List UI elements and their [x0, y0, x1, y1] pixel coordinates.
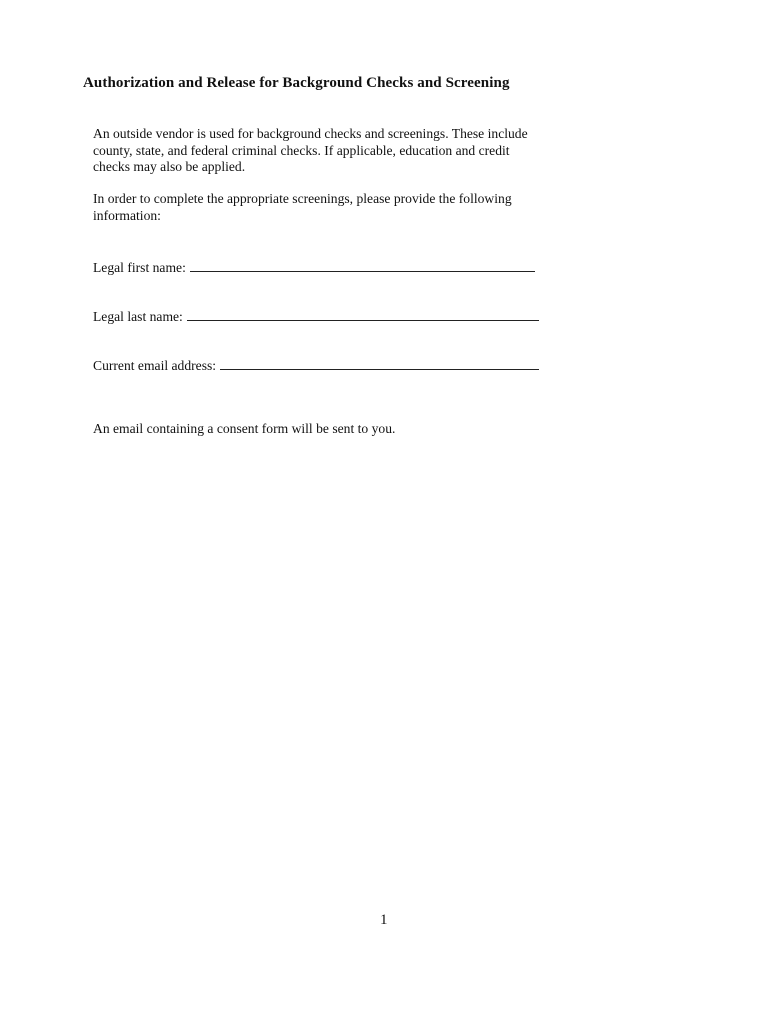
document-title: Authorization and Release for Background Checks and Screening [83, 75, 510, 91]
intro-line: An outside vendor is used for background checks and screenings. These include [93, 126, 528, 141]
instruction-paragraph [93, 191, 553, 224]
last-name-row [93, 306, 539, 325]
first-name-field[interactable] [190, 257, 535, 272]
last-name-label: Legal last name: [93, 309, 183, 324]
intro-line: checks may also be applied. [93, 159, 246, 174]
email-field[interactable] [220, 355, 539, 370]
first-name-row [93, 257, 535, 276]
email-row [93, 355, 539, 374]
intro-paragraph [93, 126, 553, 176]
instruction-line: In order to complete the appropriate screenings, please provide the following [93, 191, 512, 206]
instruction-line: information: [93, 207, 161, 223]
page-number: 1 [380, 912, 388, 928]
email-label: Current email address: [93, 358, 217, 373]
last-name-field[interactable] [187, 306, 539, 321]
intro-line: county, state, and federal criminal checks. If applicable, education and credit [93, 142, 510, 158]
first-name-label: Legal first name: [93, 260, 186, 275]
closing-note: An email containing a consent form will be sent to you. [93, 421, 396, 436]
